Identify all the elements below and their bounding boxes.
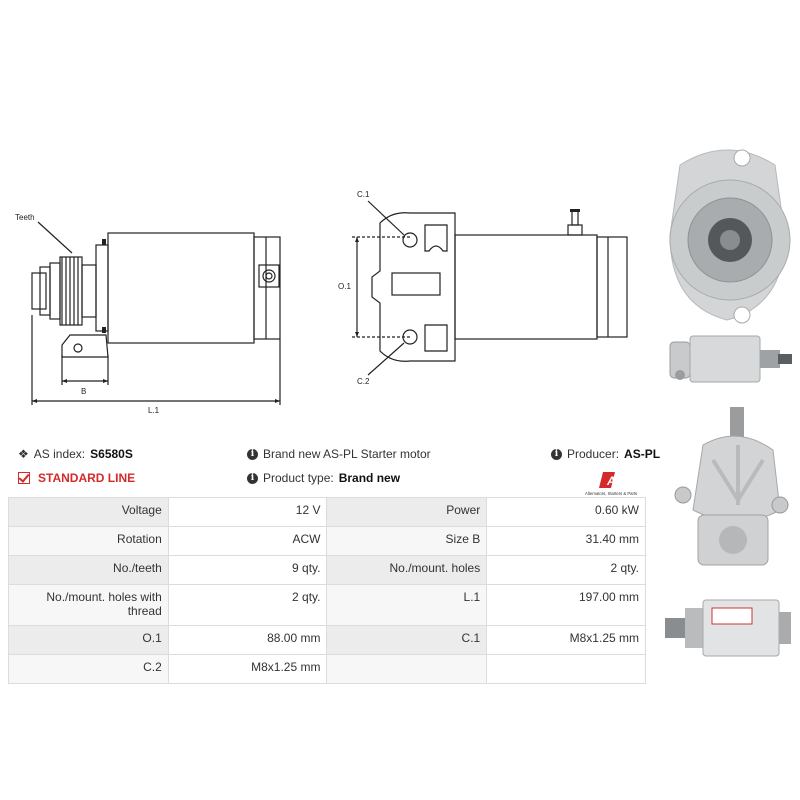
description-text: Brand new AS-PL Starter motor [263,447,431,461]
gear-icon: ❖ [18,447,29,461]
spec-table [8,497,646,684]
teeth-label: Teeth [15,213,35,222]
photo-labeled [660,590,795,670]
c1-label: C.1 [357,190,370,199]
spec-label: No./mount. holes with thread [9,585,169,626]
spec-label: No./teeth [9,556,169,585]
spec-label: No./mount. holes [327,556,487,585]
spec-label: C.2 [9,655,169,684]
table-row [9,585,646,626]
description [247,447,431,461]
as-index-value: S6580S [90,447,133,461]
logo-tagline: Alternators, Starters & Parts [585,491,638,496]
as-index [18,447,133,461]
table-row [9,626,646,655]
producer-value: AS-PL [624,447,661,461]
producer [551,447,660,461]
spec-value [487,655,646,684]
spec-value: M8x1.25 mm [168,655,327,684]
producer-label: Producer: [567,447,620,461]
dimension-l1-label: L.1 [148,406,160,415]
spec-label: Power [327,498,487,527]
spec-label: Size B [327,527,487,556]
spec-label: L.1 [327,585,487,626]
spec-value: 12 V [168,498,327,527]
spec-value: 88.00 mm [168,626,327,655]
table-row [9,527,646,556]
standard-line [18,471,135,485]
spec-value: 2 qty. [168,585,327,626]
as-index-label: AS index: [33,447,86,461]
as-logo [585,466,647,496]
front-view-drawing [330,185,630,395]
c2-label: C.2 [357,377,370,386]
logo-text: AS [607,474,624,488]
photo-side [660,330,795,390]
product-type-label: Product type: [263,471,334,485]
side-view-drawing [10,205,295,420]
dimension-b-label: B [81,387,87,396]
spec-label: Rotation [9,527,169,556]
info-icon: i [247,473,258,484]
photo-rear [668,405,793,580]
spec-value: 31.40 mm [487,527,646,556]
table-row [9,556,646,585]
standard-line-text: STANDARD LINE [38,471,136,485]
info-icon: i [551,449,562,460]
product-type [247,471,400,485]
spec-label: Voltage [9,498,169,527]
spec-value: 2 qty. [487,556,646,585]
table-row [9,655,646,684]
spec-value: 0.60 kW [487,498,646,527]
o1-label: O.1 [338,282,351,291]
spec-value: M8x1.25 mm [487,626,646,655]
checkbox-icon [18,472,30,484]
spec-value: 9 qty. [168,556,327,585]
spec-value: ACW [168,527,327,556]
photo-front-flange [660,145,795,325]
spec-value: 197.00 mm [487,585,646,626]
product-type-value: Brand new [338,471,401,485]
spec-label [327,655,487,684]
spec-label: C.1 [327,626,487,655]
table-row [9,498,646,527]
info-icon: i [247,449,258,460]
spec-label: O.1 [9,626,169,655]
